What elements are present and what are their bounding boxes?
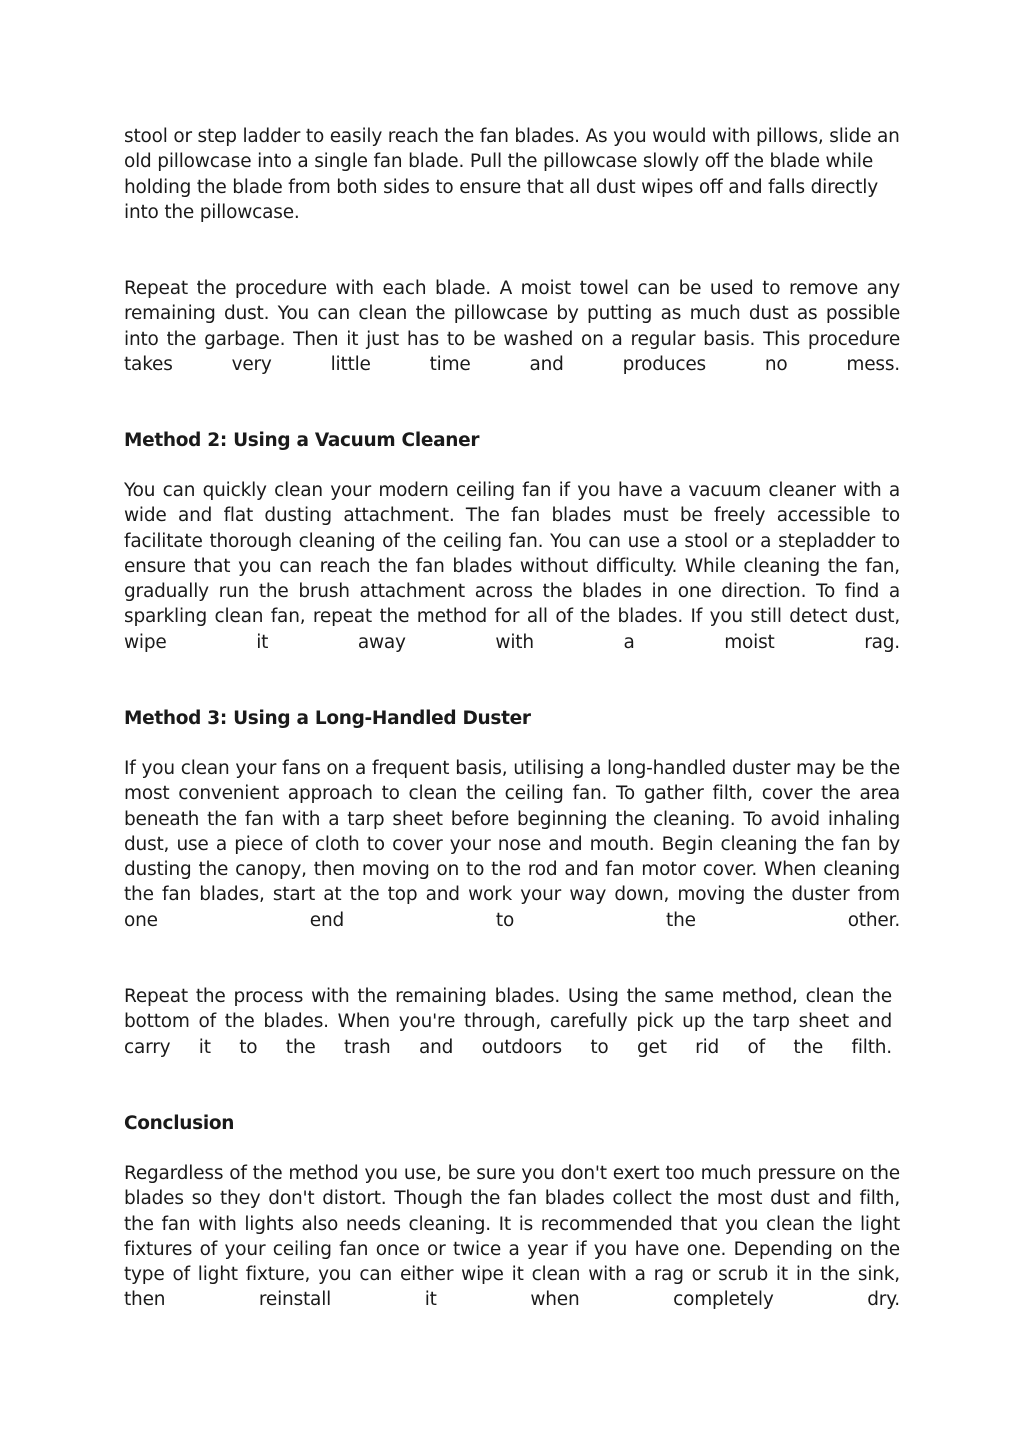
heading-conclusion: Conclusion	[124, 1113, 235, 1134]
paragraph-conclusion: Regardless of the method you use, be sure you don't exert too much pressure on the blades so they don't distort. Though the fan blades collect the most dust and filth, the fan with lights also needs cleaning. It is recommended that you clean the light fixtures of your ceiling fan once or twice a year if you have one. Depending on the type of light fixture, you can either wipe it clean with a rag or scrub it in the sink, then reinstall it when completely dry.	[124, 1163, 900, 1311]
paragraph-remaining-blades: Repeat the process with the remaining blades. Using the same method, clean the bottom of the blades. When you're through, carefully pick up the tarp sheet and carry it to the trash and outdoors to get rid of the filth.	[124, 986, 892, 1058]
paragraph-repeat-procedure: Repeat the procedure with each blade. A moist towel can be used to remove any remaining dust. You can clean the pillowcase by putting as much dust as possible into the garbage. Then it just has to be washed on a regular basis. This procedure takes very little time and produces no mess.	[124, 278, 900, 375]
heading-method-2: Method 2: Using a Vacuum Cleaner	[124, 430, 480, 451]
paragraph-vacuum-cleaner: You can quickly clean your modern ceiling fan if you have a vacuum cleaner with a wide and flat dusting attachment. The fan blades must be freely accessible to facilitate thorough cleaning of the ceiling fan. You can use a stool or a stepladder to ensure that you can reach the fan blades without difficulty. While cleaning the fan, gradually run the brush attachment across the blades in one direction. To find a sparkling clean fan, repeat the method for all of the blades. If you still detect dust, wipe it away with a moist rag.	[124, 480, 900, 653]
heading-method-3: Method 3: Using a Long-Handled Duster	[124, 708, 531, 729]
paragraph-pillowcase-method: stool or step ladder to easily reach the fan blades. As you would with pillows, slide an old pillowcase into a single fan blade. Pull the pillowcase slowly off the blade while holding the blade from both sides to ensure that all dust wipes off and falls directly into the pillowcase.	[124, 126, 900, 223]
paragraph-long-handled-duster: If you clean your fans on a frequent basis, utilising a long-handled duster may be the most convenient approach to clean the ceiling fan. To gather filth, cover the area beneath the fan with a tarp sheet before beginning the cleaning. To avoid inhaling dust, use a piece of cloth to cover your nose and mouth. Begin cleaning the fan by dusting the canopy, then moving on to the rod and fan motor cover. When cleaning the fan blades, start at the top and work your way down, moving the duster from one end to the other.	[124, 758, 900, 931]
